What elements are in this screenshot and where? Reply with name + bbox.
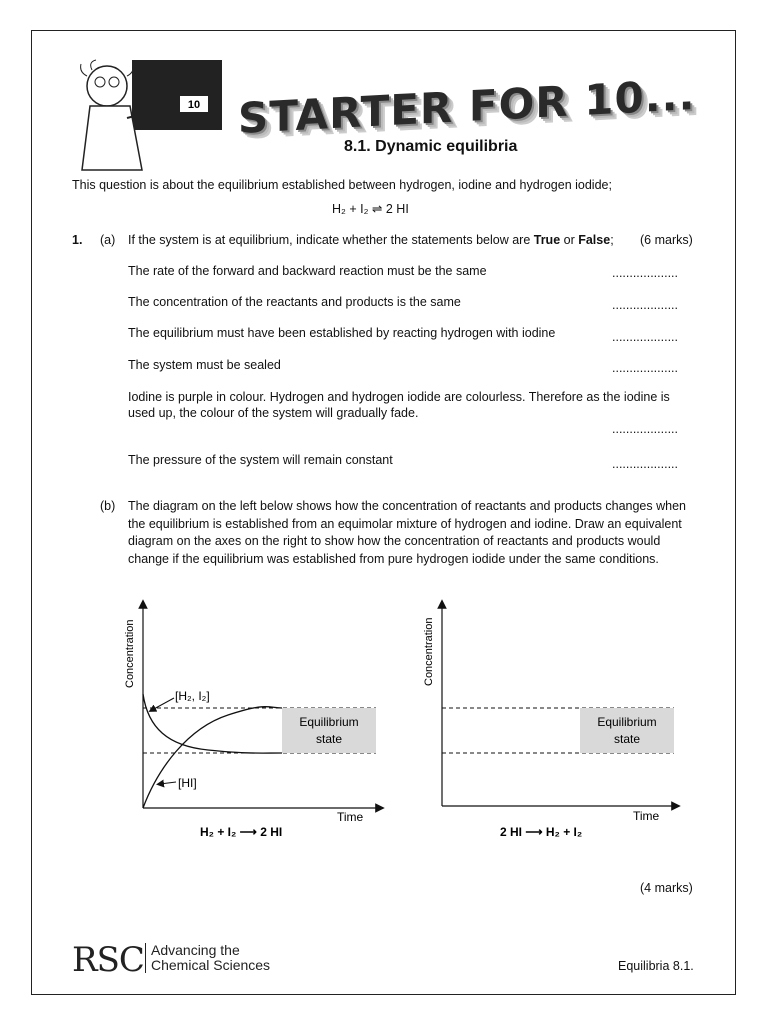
- left-x-label: Time: [337, 810, 364, 824]
- statement-4: The system must be sealed: [128, 358, 281, 372]
- rsc-logo: RSC: [72, 940, 144, 980]
- statement-5: Iodine is purple in colour. Hydrogen and hydrogen iodide are colourless. Therefore as the iodine is used up, the colour of the system will gradually fade.: [128, 390, 670, 420]
- answer-blank-6[interactable]: ...................: [612, 457, 678, 471]
- part-a-marks: (6 marks): [640, 233, 693, 247]
- professor-illustration: [72, 58, 227, 173]
- part-b-text: The diagram on the left below shows how the concentration of reactants and products changes when the equilibrium is established from an equimolar mixture of hydrogen and iodine. Draw an equivalent diagram on the axes on the right to show how the concentration of reactants and products would change if the equilibrium was established from pure hydrogen iodide under the same conditions.: [128, 499, 686, 566]
- reactant-label: [H₂, I₂]: [175, 689, 210, 703]
- reaction-equation: H₂ + I₂ ⇌ 2 HI: [332, 202, 409, 216]
- prompt-start: If the system is at equilibrium, indicate whether the statements below are: [128, 233, 534, 247]
- page-reference: Equilibria 8.1.: [618, 959, 694, 973]
- answer-blank-1[interactable]: ...................: [612, 266, 678, 280]
- page-title: 8.1. Dynamic equilibria: [344, 138, 518, 155]
- part-b-marks: (4 marks): [640, 881, 693, 895]
- statement-2: The concentration of the reactants and products is the same: [128, 295, 461, 309]
- left-caption: H₂ + I₂ ⟶ 2 HI: [200, 825, 283, 839]
- reactant-curve: [143, 694, 282, 753]
- product-pointer: [160, 782, 176, 784]
- right-diagram: [418, 598, 688, 848]
- reactant-pointer: [152, 698, 174, 710]
- right-x-label: Time: [633, 809, 660, 823]
- answer-blank-4[interactable]: ...................: [612, 361, 678, 375]
- intro-text: This question is about the equilibrium established between hydrogen, iodine and hydrogen iodide;: [72, 178, 612, 192]
- part-b-label: (b): [100, 499, 116, 513]
- part-a-prompt: [128, 232, 614, 248]
- logo-tagline-line1: Advancing the: [151, 942, 240, 958]
- question-number: 1.: [72, 233, 83, 247]
- logo-tagline: [151, 943, 270, 973]
- answer-blank-5[interactable]: ...................: [612, 422, 678, 436]
- right-caption: 2 HI ⟶ H₂ + I₂: [500, 825, 583, 839]
- left-y-label: Concentration: [124, 619, 136, 688]
- statement-1: The rate of the forward and backward reaction must be the same: [128, 264, 487, 278]
- statement-3: The equilibrium must have been established by reacting hydrogen with iodine: [128, 326, 556, 340]
- prompt-end: ;: [610, 233, 614, 247]
- starter-banner: STARTER FOR 10...: [238, 70, 696, 143]
- professor-head: [87, 66, 127, 106]
- answer-blank-2[interactable]: ...................: [612, 298, 678, 312]
- statement-6: The pressure of the system will remain constant: [128, 453, 393, 467]
- board-number: 10: [187, 99, 201, 111]
- blackboard: [132, 60, 222, 130]
- logo-tagline-line2: Chemical Sciences: [151, 957, 271, 973]
- left-diagram: [118, 598, 388, 848]
- left-equilibrium-text-1: Equilibrium: [299, 715, 359, 729]
- product-label: [HI]: [178, 776, 197, 790]
- right-y-label: Concentration: [423, 617, 435, 686]
- left-equilibrium-text-2: state: [315, 732, 343, 746]
- logo-divider: [145, 943, 146, 973]
- answer-blank-3[interactable]: ...................: [612, 330, 678, 344]
- prompt-or: or: [560, 233, 579, 247]
- prompt-true: True: [533, 233, 561, 247]
- product-curve: [143, 707, 282, 808]
- prompt-false: False: [578, 233, 611, 247]
- answer-drawing-area[interactable]: [442, 604, 674, 804]
- part-a-label: (a): [100, 233, 116, 247]
